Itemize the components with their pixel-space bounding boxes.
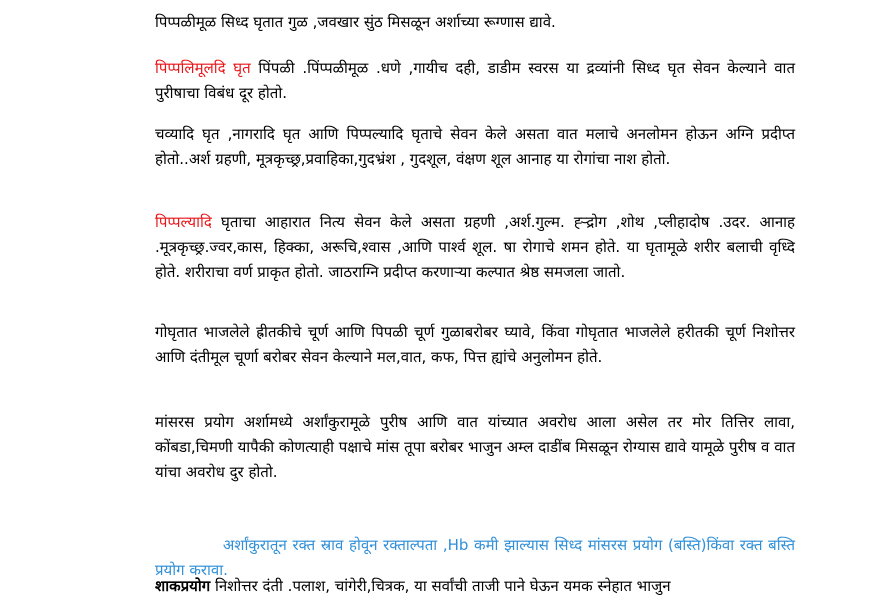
paragraph-text: चव्यादि घृत ,नागरादि घृत आणि पिप्पल्यादि घृताचे सेवन केले असता वात मलाचे अनलोमन होऊन अग्नि प्रदीप्त होतो..अर्श ग्रहणी, मूत्रकृच्छ्र,प्रवाहिका,गुदभ्रंश , गुदशूल, वंक्षण शूल आनाह या रोगांचा नाश होतो. [155,125,795,168]
paragraph-text: गोघृतात भाजलेले ह्रीतकीचे चूर्ण आणि पिपळी चूर्ण गुळाबरोबर घ्यावे, किंवा गोघृतात भाजलेले हरीतकी चूर्ण निशोत्तर आणि दंतीमूल चूर्णा बरोबर सेवन केल्याने मल,वात, कफ, पित्त ह्यांचे अनुलोमन होते. [155,323,795,366]
paragraph-text: पिंपळी .पिंप्पळीमूळ .धणे ,गायीच दही, डाडीम स्वरस या द्रव्यांनी सिध्द घृत सेवन केल्याने वात पुरीषाचा विबंध दूर होतो. [155,59,795,102]
paragraph-mamsaras-prayog [155,410,795,485]
paragraph-shaak-prayog [155,574,795,599]
paragraph-text: अर्शांकुरातून रक्त स्राव होवून रक्ताल्पता ,Hb कमी झाल्यास सिध्द मांसरस प्रयोग (बस्ति)किंवा रक्त बस्ति प्रयोग करावा. [155,536,800,579]
paragraph-heading-highlight: पिप्पलिमूलदि घृत [155,59,251,77]
paragraph-pippalimuladi-ghrita [155,56,795,106]
paragraph-text: पिप्पळीमूळ सिध्द घृतात गुळ ,जवखार सुंठ मिसळून अर्शाच्या रूग्णास द्यावे. [155,13,556,31]
paragraph-pippalyadi-ghrita [155,210,795,285]
paragraph-pippali-ghrita-gul [155,10,795,35]
paragraph-heading-bold: शाकप्रयोग [155,577,211,595]
paragraph-text: मांसरस प्रयोग अर्शामध्ये अर्शांकुरामूळे पुरीष आणि वात यांच्यात अवरोध आला असेल तर मोर तित्तिर लावा, कोंबडा,चिमणी यापैकी कोणत्याही पक्षाचे मांस तूपा बरोबर भाजुन अम्ल दाडींब मिसळून रोग्यास द्यावे यामूळे पुरीष व वात यांचा अवरोध दुर होतो. [155,413,795,481]
paragraph-heading-highlight: पिप्पल्यादि [155,213,212,231]
paragraph-chavyadi-ghrita [155,122,795,172]
paragraph-goghrita-haritaki [155,320,795,370]
paragraph-text: निशोत्तर दंती .पलाश, चांगेरी,चित्रक, या सर्वांची ताजी पाने घेऊन यमक स्नेहात भाजुन [210,577,671,595]
paragraph-text: घृताचा आहारात नित्य सेवन केले असता ग्रहणी ,अर्श.गुल्म. ह्ऱ्द्रोग ,शोथ ,प्लीहादोष .उदर. आनाह .मूत्रकृच्छ्र.ज्वर,कास, हिक्का, अरूचि,श्वास ,आणि पार्श्व शूल. षा रोगाचे शमन होते. या घृतामूळे शरीर बलाची वृध्दि होते. शरीराचा वर्ण प्राकृत होतो. जाठराग्नि प्रदीप्त करणाऱ्या कल्पात श्रेष्ठ समजला जातो. [155,213,795,281]
